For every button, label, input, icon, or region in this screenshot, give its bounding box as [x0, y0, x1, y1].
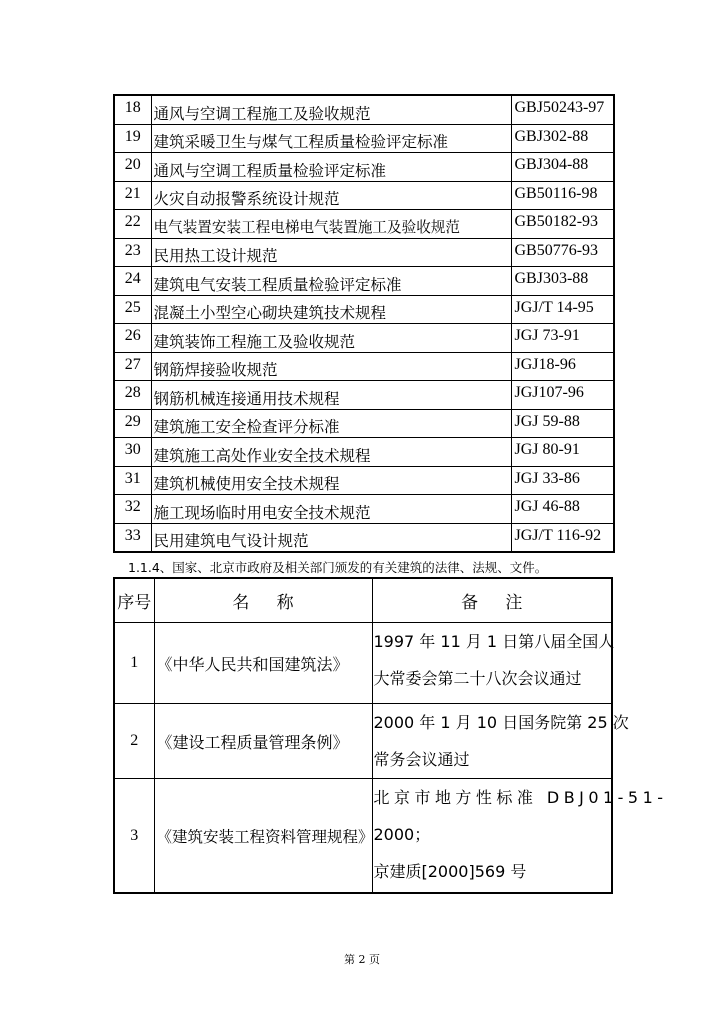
- row-number: 29: [114, 409, 151, 438]
- standard-name: 火灾自动报警系统设计规范: [151, 181, 511, 210]
- law-title: 《建设工程质量管理条例》: [154, 704, 372, 779]
- standard-name: 钢筋焊接验收规范: [151, 352, 511, 381]
- note-line: 京建质[2000]569 号: [373, 862, 527, 881]
- row-number: 23: [114, 238, 151, 267]
- standard-code: JGJ 33-86: [511, 466, 614, 495]
- row-number: 20: [114, 153, 151, 182]
- standard-name: 建筑施工高处作业安全技术规程: [151, 438, 511, 467]
- row-number: 25: [114, 295, 151, 324]
- standard-code: JGJ 80-91: [511, 438, 614, 467]
- note-line: 1997 年 11 月 1 日第八届全国人: [373, 632, 615, 651]
- standard-code: GBJ303-88: [511, 267, 614, 296]
- standard-code: GB50182-93: [511, 210, 614, 239]
- standard-name: 建筑采暖卫生与煤气工程质量检验评定标准: [151, 124, 511, 153]
- row-number: 21: [114, 181, 151, 210]
- law-title: 《建筑安装工程资料管理规程》: [154, 779, 372, 894]
- row-seq: 2: [114, 704, 154, 779]
- standard-name: 民用建筑电气设计规范: [151, 523, 511, 552]
- standard-name: 混凝土小型空心砌块建筑技术规程: [151, 295, 511, 324]
- standard-name: 通风与空调工程施工及验收规范: [151, 95, 511, 124]
- row-seq: 3: [114, 779, 154, 894]
- note-line: 大常委会第二十八次会议通过: [373, 669, 582, 688]
- standard-name: 钢筋机械连接通用技术规程: [151, 381, 511, 410]
- standard-name: 通风与空调工程质量检验评定标准: [151, 153, 511, 182]
- standard-code: GBJ304-88: [511, 153, 614, 182]
- standard-name: 建筑机械使用安全技术规程: [151, 466, 511, 495]
- law-title: 《中华人民共和国建筑法》: [154, 623, 372, 704]
- standard-code: GBJ50243-97: [511, 95, 614, 124]
- table-row: [114, 324, 614, 353]
- table-row: [114, 153, 614, 182]
- row-number: 32: [114, 495, 151, 524]
- row-number: 31: [114, 466, 151, 495]
- table-row: [114, 466, 614, 495]
- table-row: [114, 409, 614, 438]
- note-line: 北京市地方性标准 DBJ01-51-: [373, 788, 668, 807]
- law-note: [372, 779, 668, 894]
- table-row: [114, 210, 614, 239]
- note-line: 常务会议通过: [373, 750, 470, 769]
- standard-code: GBJ302-88: [511, 124, 614, 153]
- law-note: [372, 623, 615, 704]
- table-row: [114, 295, 614, 324]
- table-row: [114, 523, 614, 552]
- column-header-seq: 序号: [114, 578, 154, 623]
- table-row: [114, 623, 612, 704]
- row-number: 26: [114, 324, 151, 353]
- law-note: [372, 704, 629, 779]
- table-row: [114, 495, 614, 524]
- row-number: 28: [114, 381, 151, 410]
- row-number: 33: [114, 523, 151, 552]
- table-row: [114, 181, 614, 210]
- standard-code: GB50776-93: [511, 238, 614, 267]
- standard-name: 施工现场临时用电安全技术规范: [151, 495, 511, 524]
- table-row: [114, 95, 614, 124]
- table-row: [114, 267, 614, 296]
- standards-table-body: [114, 95, 614, 552]
- standard-name: 电气装置安装工程电梯电气装置施工及验收规范: [151, 210, 511, 239]
- section-heading: 1.1.4、国家、北京市政府及相关部门颁发的有关建筑的法律、法规、文件。: [128, 560, 548, 575]
- standard-code: JGJ 73-91: [511, 324, 614, 353]
- header-row: [114, 578, 612, 623]
- laws-table: [113, 577, 668, 894]
- standard-code: JGJ 59-88: [511, 409, 614, 438]
- column-header-note: 备注: [372, 578, 612, 623]
- row-number: 22: [114, 210, 151, 239]
- table-row: [114, 779, 612, 894]
- table-row: [114, 381, 614, 410]
- standard-code: JGJ/T 14-95: [511, 295, 614, 324]
- row-number: 19: [114, 124, 151, 153]
- note-line: 2000 年 1 月 10 日国务院第 25 次: [373, 713, 629, 732]
- standard-name: 民用热工设计规范: [151, 238, 511, 267]
- table-row: [114, 238, 614, 267]
- column-header-name: 名称: [154, 578, 372, 623]
- table-row: [114, 438, 614, 467]
- standards-table: [113, 94, 615, 553]
- row-number: 24: [114, 267, 151, 296]
- row-seq: 1: [114, 623, 154, 704]
- note-line: 2000；: [373, 825, 431, 844]
- standard-name: 建筑装饰工程施工及验收规范: [151, 324, 511, 353]
- standard-code: GB50116-98: [511, 181, 614, 210]
- standard-code: JGJ 46-88: [511, 495, 614, 524]
- table-row: [114, 704, 612, 779]
- standard-name: 建筑电气安装工程质量检验评定标准: [151, 267, 511, 296]
- page-number: 第 2 页: [344, 953, 380, 966]
- table-row: [114, 124, 614, 153]
- standard-code: JGJ/T 116-92: [511, 523, 614, 552]
- standard-code: JGJ18-96: [511, 352, 614, 381]
- standard-code: JGJ107-96: [511, 381, 614, 410]
- row-number: 30: [114, 438, 151, 467]
- table-row: [114, 352, 614, 381]
- row-number: 18: [114, 95, 151, 124]
- row-number: 27: [114, 352, 151, 381]
- standard-name: 建筑施工安全检查评分标准: [151, 409, 511, 438]
